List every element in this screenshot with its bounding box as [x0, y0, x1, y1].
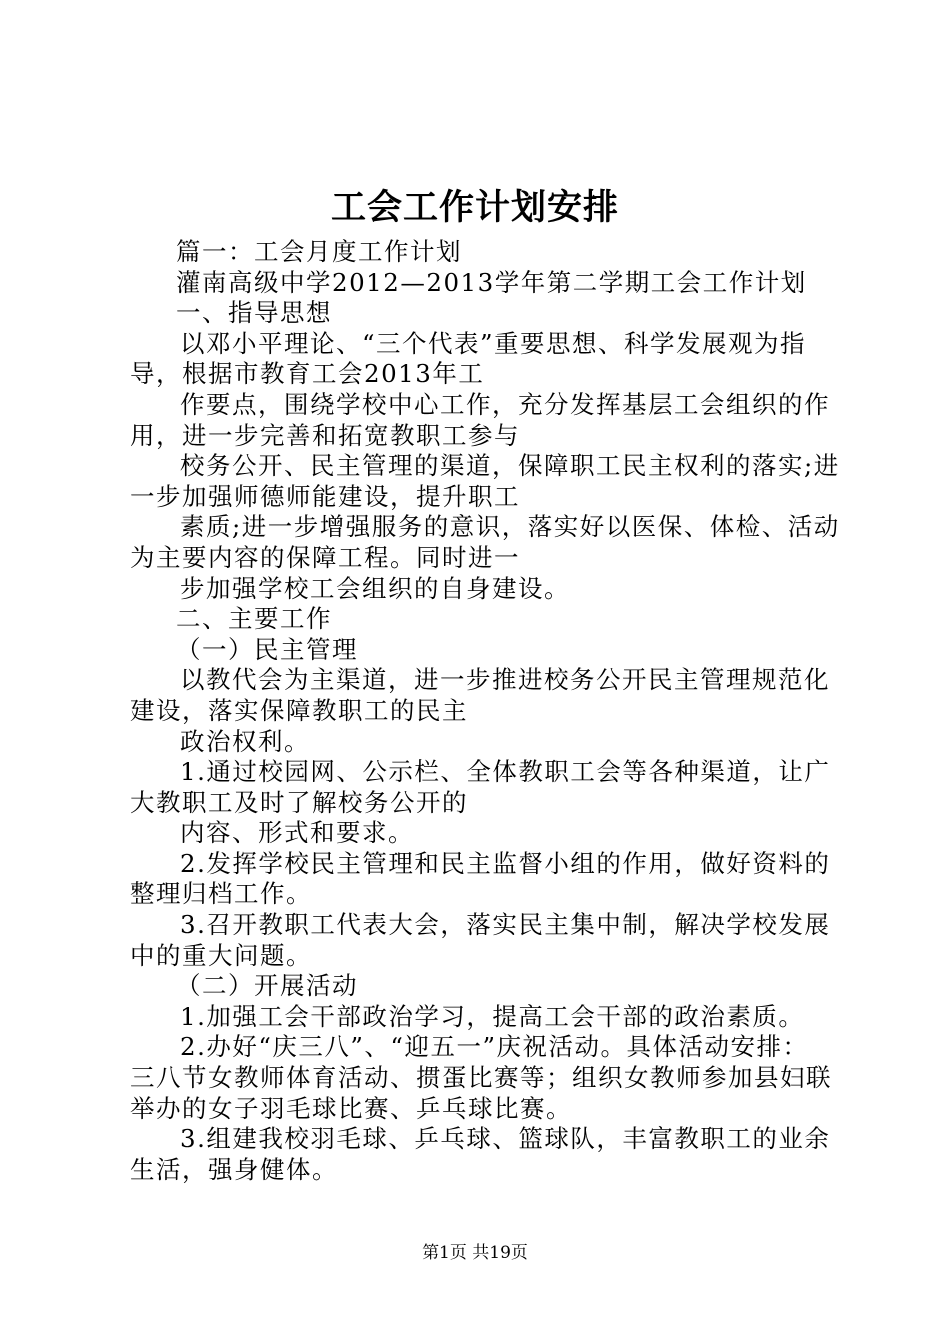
paragraph-line: 以教代会为主渠道，进一步推进校务公开民主管理规范化: [180, 665, 830, 695]
page-title: 工会工作计划安排: [330, 187, 619, 228]
paragraph-line: 一、指导思想: [176, 298, 332, 328]
paragraph-line: 1.加强工会干部政治学习，提高工会干部的政治素质。: [180, 1001, 805, 1031]
paragraph-line: 导，根据市教育工会2013年工: [130, 359, 485, 389]
paragraph-line: 举办的女子羽毛球比赛、乒乓球比赛。: [130, 1093, 572, 1123]
paragraph-line: 作要点，围绕学校中心工作，充分发挥基层工会组织的作: [180, 389, 830, 419]
paragraph-line: 二、主要工作: [176, 604, 332, 634]
paragraph-line: 建设，落实保障教职工的民主: [130, 695, 468, 725]
paragraph-line: 用，进一步完善和拓宽教职工参与: [130, 420, 520, 450]
page-footer: 第1页 共19页: [422, 1243, 528, 1263]
paragraph-line: 内容、形式和要求。: [180, 818, 414, 848]
paragraph-line: 整理归档工作。: [130, 879, 312, 909]
paragraph-line: 政治权利。: [180, 726, 310, 756]
paragraph-line: 生活，强身健体。: [130, 1154, 338, 1184]
paragraph-line: 以邓小平理论、“三个代表”重要思想、科学发展观为指: [180, 328, 807, 358]
paragraph-line: （二）开展活动: [176, 971, 358, 1001]
paragraph-line: 3.召开教职工代表大会，落实民主集中制，解决学校发展: [180, 910, 831, 940]
paragraph-line: （一）民主管理: [176, 634, 358, 664]
paragraph-line: 校务公开、民主管理的渠道，保障职工民主权利的落实;进: [180, 451, 840, 481]
paragraph-line: 灌南高级中学2012—2013学年第二学期工会工作计划: [176, 267, 807, 297]
paragraph-line: 中的重大问题。: [130, 940, 312, 970]
paragraph-line: 篇一：工会月度工作计划: [176, 237, 462, 266]
paragraph-line: 大教职工及时了解校务公开的: [130, 787, 468, 817]
paragraph-line: 为主要内容的保障工程。同时进一: [130, 542, 520, 572]
paragraph-line: 一步加强师德师能建设，提升职工: [130, 481, 520, 511]
paragraph-line: 3.组建我校羽毛球、乒乓球、篮球队，丰富教职工的业余: [180, 1124, 831, 1154]
paragraph-line: 步加强学校工会组织的自身建设。: [180, 573, 570, 603]
document-body: [130, 237, 840, 1185]
paragraph-line: 三八节女教师体育活动、掼蛋比赛等；组织女教师参加县妇联: [130, 1063, 832, 1093]
paragraph-line: 1.通过校园网、公示栏、全体教职工会等各种渠道，让广: [180, 757, 831, 787]
paragraph-line: 2.发挥学校民主管理和民主监督小组的作用，做好资料的: [180, 848, 831, 878]
paragraph-line: 素质;进一步增强服务的意识，落实好以医保、体检、活动: [180, 512, 840, 542]
paragraph-line: 2.办好“庆三八”、“迎五一”庆祝活动。具体活动安排：: [180, 1032, 809, 1062]
